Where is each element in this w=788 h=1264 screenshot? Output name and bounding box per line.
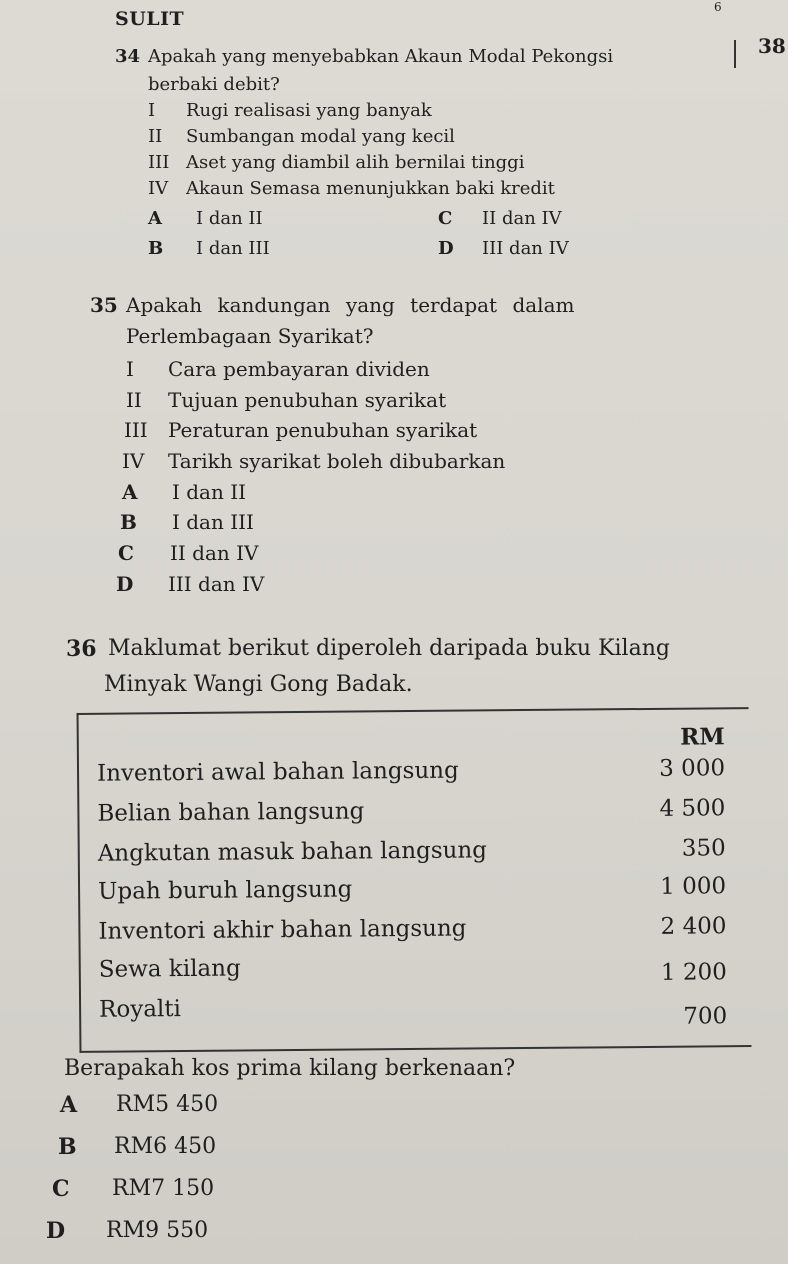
option-text[interactable]: II dan IV — [170, 541, 259, 565]
option-text[interactable]: I dan III — [196, 238, 270, 259]
question-text: berbaki debit? — [148, 74, 280, 95]
question-text: Berapakah kos prima kilang berkenaan? — [64, 1056, 516, 1081]
option-letter[interactable]: B — [148, 238, 164, 259]
page-divider — [734, 40, 736, 68]
statement-text: Tarikh syarikat boleh dibubarkan — [168, 449, 506, 473]
option-letter[interactable]: D — [116, 572, 134, 596]
table-row — [97, 873, 727, 905]
row-value: 700 — [683, 1003, 728, 1030]
table-row — [99, 991, 728, 1030]
question-number: 36 — [66, 636, 97, 662]
table-row — [98, 951, 727, 986]
option-letter[interactable]: B — [120, 510, 137, 534]
option-letter[interactable]: C — [438, 208, 453, 229]
option-text[interactable]: I dan III — [172, 510, 254, 534]
option-text[interactable]: RM7 150 — [112, 1176, 215, 1201]
option-text[interactable]: RM5 450 — [116, 1092, 219, 1117]
question-text: Apakah kandungan yang terdapat dalam — [126, 293, 575, 317]
row-label: Sewa kilang — [98, 955, 241, 983]
row-value: 1 000 — [660, 873, 727, 900]
option-text[interactable]: I dan II — [196, 208, 263, 229]
corner-mark: 6 — [714, 0, 722, 14]
row-label: Inventori akhir bahan langsung — [98, 915, 467, 945]
question-intro: Maklumat berikut diperoleh daripada buku Kilang — [108, 636, 670, 661]
statement-text: Aset yang diambil alih bernilai tinggi — [186, 152, 525, 173]
question-intro: Minyak Wangi Gong Badak. — [104, 672, 413, 697]
question-text: Apakah yang menyebabkan Akaun Modal Pekongsi — [148, 46, 614, 67]
option-letter[interactable]: C — [52, 1176, 70, 1202]
row-label: Upah buruh langsung — [97, 876, 353, 905]
table-header — [97, 723, 725, 751]
statement-text: Peraturan penubuhan syarikat — [168, 418, 478, 442]
option-letter[interactable]: A — [148, 208, 162, 229]
table-row — [97, 835, 726, 867]
question-text: Perlembagaan Syarikat? — [126, 324, 374, 348]
statement-text: Akaun Semasa menunjukkan baki kredit — [186, 178, 555, 199]
statement-text: Rugi realisasi yang banyak — [186, 100, 432, 121]
statement-number: II — [126, 388, 142, 412]
option-text[interactable]: II dan IV — [482, 208, 562, 229]
table-row — [98, 913, 727, 945]
statement-text: Cara pembayaran dividen — [168, 357, 430, 381]
option-text[interactable]: I dan II — [172, 480, 247, 504]
statement-number: IV — [122, 449, 145, 473]
statement-number: I — [126, 357, 134, 381]
page-number: 38 — [758, 34, 786, 58]
row-label: Belian bahan langsung — [97, 798, 365, 827]
option-letter[interactable]: A — [122, 480, 138, 504]
sulit-label: SULIT — [115, 8, 185, 30]
option-letter[interactable]: D — [438, 238, 454, 259]
option-letter[interactable]: A — [60, 1092, 78, 1118]
currency-header: RM — [680, 723, 725, 751]
cost-table — [77, 707, 752, 1053]
option-text[interactable]: III dan IV — [168, 572, 265, 596]
statement-text: Tujuan penubuhan syarikat — [168, 388, 447, 412]
statement-text: Sumbangan modal yang kecil — [186, 126, 455, 147]
statement-number: III — [124, 418, 148, 442]
row-label: Royalti — [99, 996, 182, 1023]
statement-number: II — [148, 126, 163, 147]
option-text[interactable]: RM6 450 — [114, 1134, 217, 1159]
row-value: 3 000 — [659, 755, 726, 782]
option-text[interactable]: RM9 550 — [106, 1218, 209, 1243]
question-number: 35 — [90, 293, 118, 317]
row-label: Inventori awal bahan langsung — [96, 757, 459, 787]
statement-number: I — [148, 100, 156, 121]
option-text[interactable]: III dan IV — [482, 238, 569, 259]
row-label: Angkutan masuk bahan langsung — [97, 837, 488, 867]
row-value: 2 400 — [660, 913, 727, 940]
option-letter[interactable]: D — [46, 1218, 66, 1244]
option-letter[interactable]: B — [58, 1134, 77, 1160]
option-letter[interactable]: C — [118, 541, 134, 565]
statement-number: III — [148, 152, 170, 173]
row-value: 4 500 — [659, 795, 726, 822]
table-row — [96, 755, 726, 787]
row-value: 350 — [681, 835, 726, 862]
statement-number: IV — [148, 178, 169, 199]
row-value: 1 200 — [660, 959, 727, 986]
table-row — [97, 795, 726, 827]
question-number: 34 — [115, 46, 141, 67]
